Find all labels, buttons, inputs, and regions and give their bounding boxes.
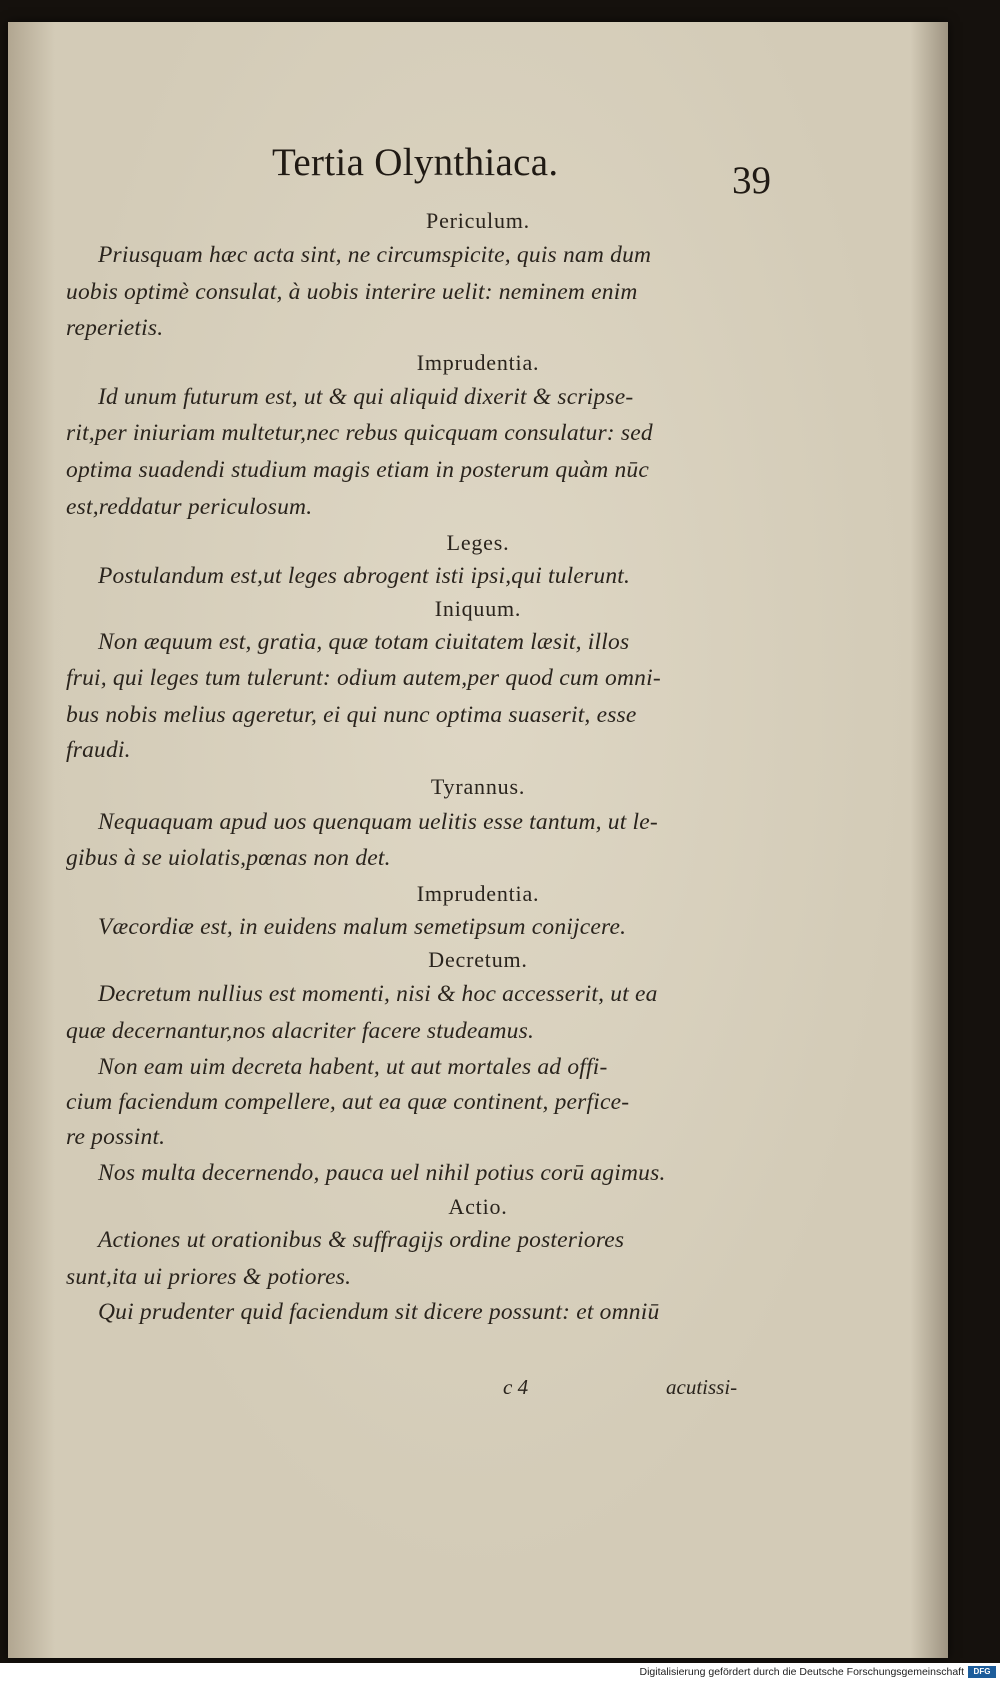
book-page <box>8 22 948 1658</box>
text-line: reperietis. <box>66 315 164 341</box>
text-line: quæ decernantur,nos alacriter facere studeamus. <box>66 1018 535 1044</box>
section-heading: Periculum. <box>426 208 530 233</box>
text-line: gibus à se uiolatis,pœnas non det. <box>66 845 391 871</box>
text-line: Actiones ut orationibus & suffragijs ordine posteriores <box>98 1227 625 1253</box>
text-line: fraudi. <box>66 737 131 763</box>
text-line: Decretum nullius est momenti, nisi & hoc accesserit, ut ea <box>98 981 658 1007</box>
text-line: bus nobis melius ageretur, ei qui nunc optima suaserit, esse <box>66 702 637 728</box>
text-line: Postulandum est,ut leges abrogent isti ipsi,qui tulerunt. <box>98 563 631 589</box>
text-line: Nequaquam apud uos quenquam uelitis esse tantum, ut le- <box>98 809 658 835</box>
text-line: Priusquam hæc acta sint, ne circumspicite, quis nam dum <box>98 242 652 268</box>
section-heading: Leges. <box>446 530 510 555</box>
text-line: sunt,ita ui priores & potiores. <box>66 1264 352 1290</box>
catchword: acutissi- <box>666 1375 738 1399</box>
text-line: re possint. <box>66 1124 166 1150</box>
text-line: uobis optimè consulat, à uobis interire uelit: neminem enim <box>66 279 638 305</box>
text-line: Nos multa decernendo, pauca uel nihil potius corū agimus. <box>98 1160 666 1186</box>
section-heading: Imprudentia. <box>416 881 540 906</box>
text-line: est,reddatur periculosum. <box>66 494 313 520</box>
dfg-logo: DFG <box>968 1666 996 1678</box>
signature-mark: c 4 <box>503 1375 529 1399</box>
text-line: Væcordiæ est, in euidens malum semetipsum conijcere. <box>98 914 627 940</box>
section-heading: Actio. <box>448 1194 508 1219</box>
page-number: 39 <box>732 159 771 202</box>
attribution-bar <box>0 1663 1000 1681</box>
text-line: Id unum futurum est, ut & qui aliquid dixerit & scripse- <box>98 384 634 410</box>
running-title: Tertia Olynthiaca. <box>272 141 559 184</box>
section-heading: Iniquum. <box>434 596 522 621</box>
section-heading: Decretum. <box>428 947 528 972</box>
text-line: Qui prudenter quid faciendum sit dicere possunt: et omniū <box>98 1299 660 1325</box>
text-line: optima suadendi studium magis etiam in posterum quàm nūc <box>66 457 650 483</box>
text-line: Non æquum est, gratia, quæ totam ciuitatem læsit, illos <box>98 629 630 655</box>
section-heading: Imprudentia. <box>416 350 540 375</box>
text-line: frui, qui leges tum tulerunt: odium autem,per quod cum omni- <box>66 665 661 691</box>
text-line: cium faciendum compellere, aut ea quæ continent, perfice- <box>66 1089 630 1115</box>
section-heading: Tyrannus. <box>430 774 526 799</box>
attribution-text: Digitalisierung gefördert durch die Deutsche Forschungsgemeinschaft <box>639 1666 964 1678</box>
text-line: rit,per iniuriam multetur,nec rebus quicquam consulatur: sed <box>66 420 653 446</box>
text-line: Non eam uim decreta habent, ut aut mortales ad offi- <box>98 1054 608 1080</box>
